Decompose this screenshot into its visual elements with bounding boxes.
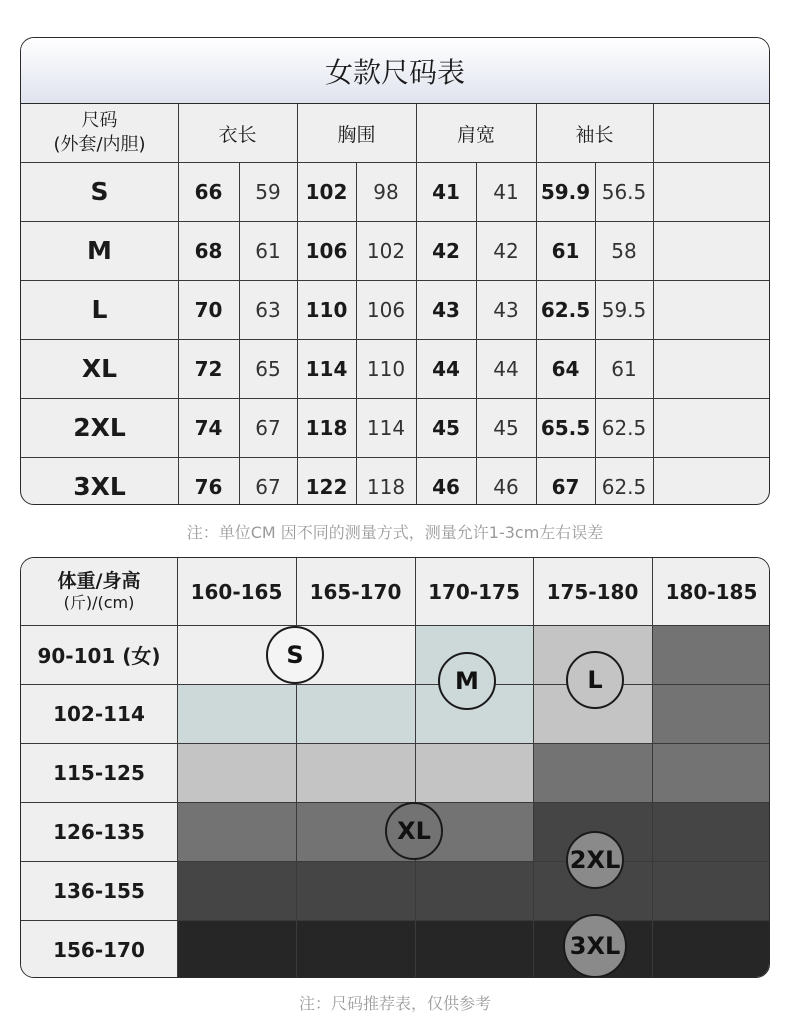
size-value-cell: 66	[194, 179, 223, 204]
col-divider	[476, 162, 477, 505]
range-cell	[177, 802, 296, 861]
header-group-0: 衣长	[218, 123, 257, 146]
size-value-cell: 61	[551, 238, 580, 263]
range-cell	[296, 861, 415, 920]
size-label-3XL: 3XL	[73, 472, 126, 501]
size-value-cell: 118	[305, 415, 348, 440]
row-divider	[21, 802, 770, 803]
size-chart-note: 注：单位CM 因不同的测量方式，测量允许1-3cm左右误差	[186, 523, 604, 542]
col-divider	[653, 104, 654, 505]
corner-line2: (斤)/(cm)	[63, 592, 135, 612]
size-value-cell: 58	[611, 238, 637, 263]
row-divider	[21, 743, 770, 744]
size-bubble-3XL: 3XL	[563, 914, 627, 978]
row-divider	[21, 920, 770, 921]
height-header-4: 180-185	[665, 579, 758, 604]
weight-label-1: 102-114	[21, 684, 177, 743]
weight-label-0: 90-101 (女)	[21, 625, 177, 684]
col-divider	[415, 558, 416, 978]
range-cell	[415, 861, 533, 920]
size-value-cell: 122	[305, 474, 348, 499]
header-group-2: 肩宽	[456, 123, 495, 146]
size-value-cell: 64	[551, 356, 580, 381]
corner-line1: 体重/身高	[57, 569, 141, 592]
col-divider	[595, 162, 596, 505]
size-value-cell: 72	[194, 356, 223, 381]
recommendation-note: 注：尺码推荐表，仅供参考	[298, 994, 491, 1013]
row-divider	[21, 457, 770, 458]
range-cell	[177, 743, 296, 802]
size-value-cell: 63	[255, 297, 281, 322]
range-cell	[177, 684, 296, 743]
row-divider	[21, 162, 770, 163]
size-bubble-S: S	[266, 626, 324, 684]
size-value-cell: 42	[432, 238, 460, 263]
size-value-cell: 67	[255, 415, 281, 440]
size-chart-title: 女款尺码表	[21, 38, 769, 104]
header-group-1: 胸围	[337, 123, 376, 146]
size-value-cell: 46	[493, 474, 519, 499]
col-divider	[536, 104, 537, 505]
header-group-3: 袖长	[575, 123, 614, 146]
size-bubble-M: M	[438, 652, 496, 710]
size-value-cell: 41	[432, 179, 460, 204]
size-value-cell: 74	[194, 415, 223, 440]
size-value-cell: 59	[255, 179, 281, 204]
range-cell	[415, 743, 533, 802]
range-cell	[177, 861, 296, 920]
height-header-0: 160-165	[190, 579, 283, 604]
size-value-cell: 102	[366, 238, 406, 263]
row-divider	[21, 280, 770, 281]
height-header-3: 175-180	[546, 579, 639, 604]
size-value-cell: 76	[194, 474, 223, 499]
size-value-cell: 110	[305, 297, 348, 322]
size-value-cell: 65.5	[540, 415, 591, 440]
size-value-cell: 44	[493, 356, 519, 381]
range-cell	[652, 684, 770, 743]
size-value-cell: 114	[305, 356, 348, 381]
size-chart-table	[20, 37, 770, 505]
col-divider	[296, 558, 297, 978]
size-value-cell: 114	[366, 415, 406, 440]
col-divider	[297, 104, 298, 505]
size-value-cell: 61	[255, 238, 281, 263]
range-cell	[652, 920, 770, 978]
size-value-cell: 62.5	[540, 297, 591, 322]
size-bubble-XL: XL	[385, 802, 443, 860]
size-value-cell: 67	[551, 474, 580, 499]
size-value-cell: 65	[255, 356, 281, 381]
size-value-cell: 62.5	[601, 415, 647, 440]
size-value-cell: 106	[305, 238, 348, 263]
col-divider	[177, 558, 178, 978]
height-header-2: 170-175	[428, 579, 520, 604]
size-value-cell: 59.9	[540, 179, 591, 204]
col-divider	[416, 104, 417, 505]
row-divider	[21, 684, 770, 685]
size-value-cell: 46	[432, 474, 460, 499]
size-value-cell: 43	[432, 297, 460, 322]
size-value-cell: 67	[255, 474, 281, 499]
row-divider	[21, 221, 770, 222]
size-value-cell: 45	[493, 415, 519, 440]
corner-label	[21, 558, 177, 625]
size-value-cell: 102	[305, 179, 348, 204]
weight-label-2: 115-125	[21, 743, 177, 802]
row-divider	[21, 398, 770, 399]
col-divider	[533, 558, 534, 978]
size-value-cell: 98	[373, 179, 399, 204]
col-divider	[178, 104, 179, 505]
row-divider	[21, 625, 770, 626]
col-divider	[239, 162, 240, 505]
size-value-cell: 42	[493, 238, 519, 263]
size-value-cell: 106	[366, 297, 406, 322]
size-label-M: M	[87, 236, 112, 265]
size-label-2XL: 2XL	[73, 413, 126, 442]
header-size-line1: 尺码	[81, 110, 118, 131]
range-cell	[415, 920, 533, 978]
size-label-XL: XL	[81, 354, 118, 383]
weight-label-5: 156-170	[21, 920, 177, 978]
size-label-L: L	[91, 295, 108, 324]
col-divider	[356, 162, 357, 505]
header-size-label	[21, 104, 178, 162]
range-cell	[652, 625, 770, 684]
size-value-cell: 68	[194, 238, 223, 263]
size-value-cell: 59.5	[601, 297, 647, 322]
weight-label-4: 136-155	[21, 861, 177, 920]
range-cell	[652, 802, 770, 861]
height-header-1: 165-170	[309, 579, 402, 604]
row-divider	[21, 339, 770, 340]
size-value-cell: 61	[611, 356, 637, 381]
size-value-cell: 43	[493, 297, 519, 322]
header-size-line2: (外套/内胆)	[53, 134, 146, 155]
size-value-cell: 45	[432, 415, 460, 440]
range-cell	[533, 743, 652, 802]
range-cell	[652, 743, 770, 802]
range-cell	[296, 920, 415, 978]
size-value-cell: 118	[366, 474, 406, 499]
size-value-cell: 110	[366, 356, 406, 381]
row-divider	[21, 861, 770, 862]
size-bubble-2XL: 2XL	[566, 831, 624, 889]
size-bubble-L: L	[566, 651, 624, 709]
size-value-cell: 70	[194, 297, 223, 322]
size-label-S: S	[90, 177, 109, 206]
size-value-cell: 56.5	[601, 179, 647, 204]
range-cell	[652, 861, 770, 920]
size-value-cell: 41	[493, 179, 519, 204]
weight-label-3: 126-135	[21, 802, 177, 861]
range-cell	[296, 684, 415, 743]
col-divider	[652, 558, 653, 978]
size-recommendation-table	[20, 557, 770, 978]
range-cell	[177, 920, 296, 978]
size-value-cell: 62.5	[601, 474, 647, 499]
size-value-cell: 44	[432, 356, 460, 381]
range-cell	[296, 743, 415, 802]
